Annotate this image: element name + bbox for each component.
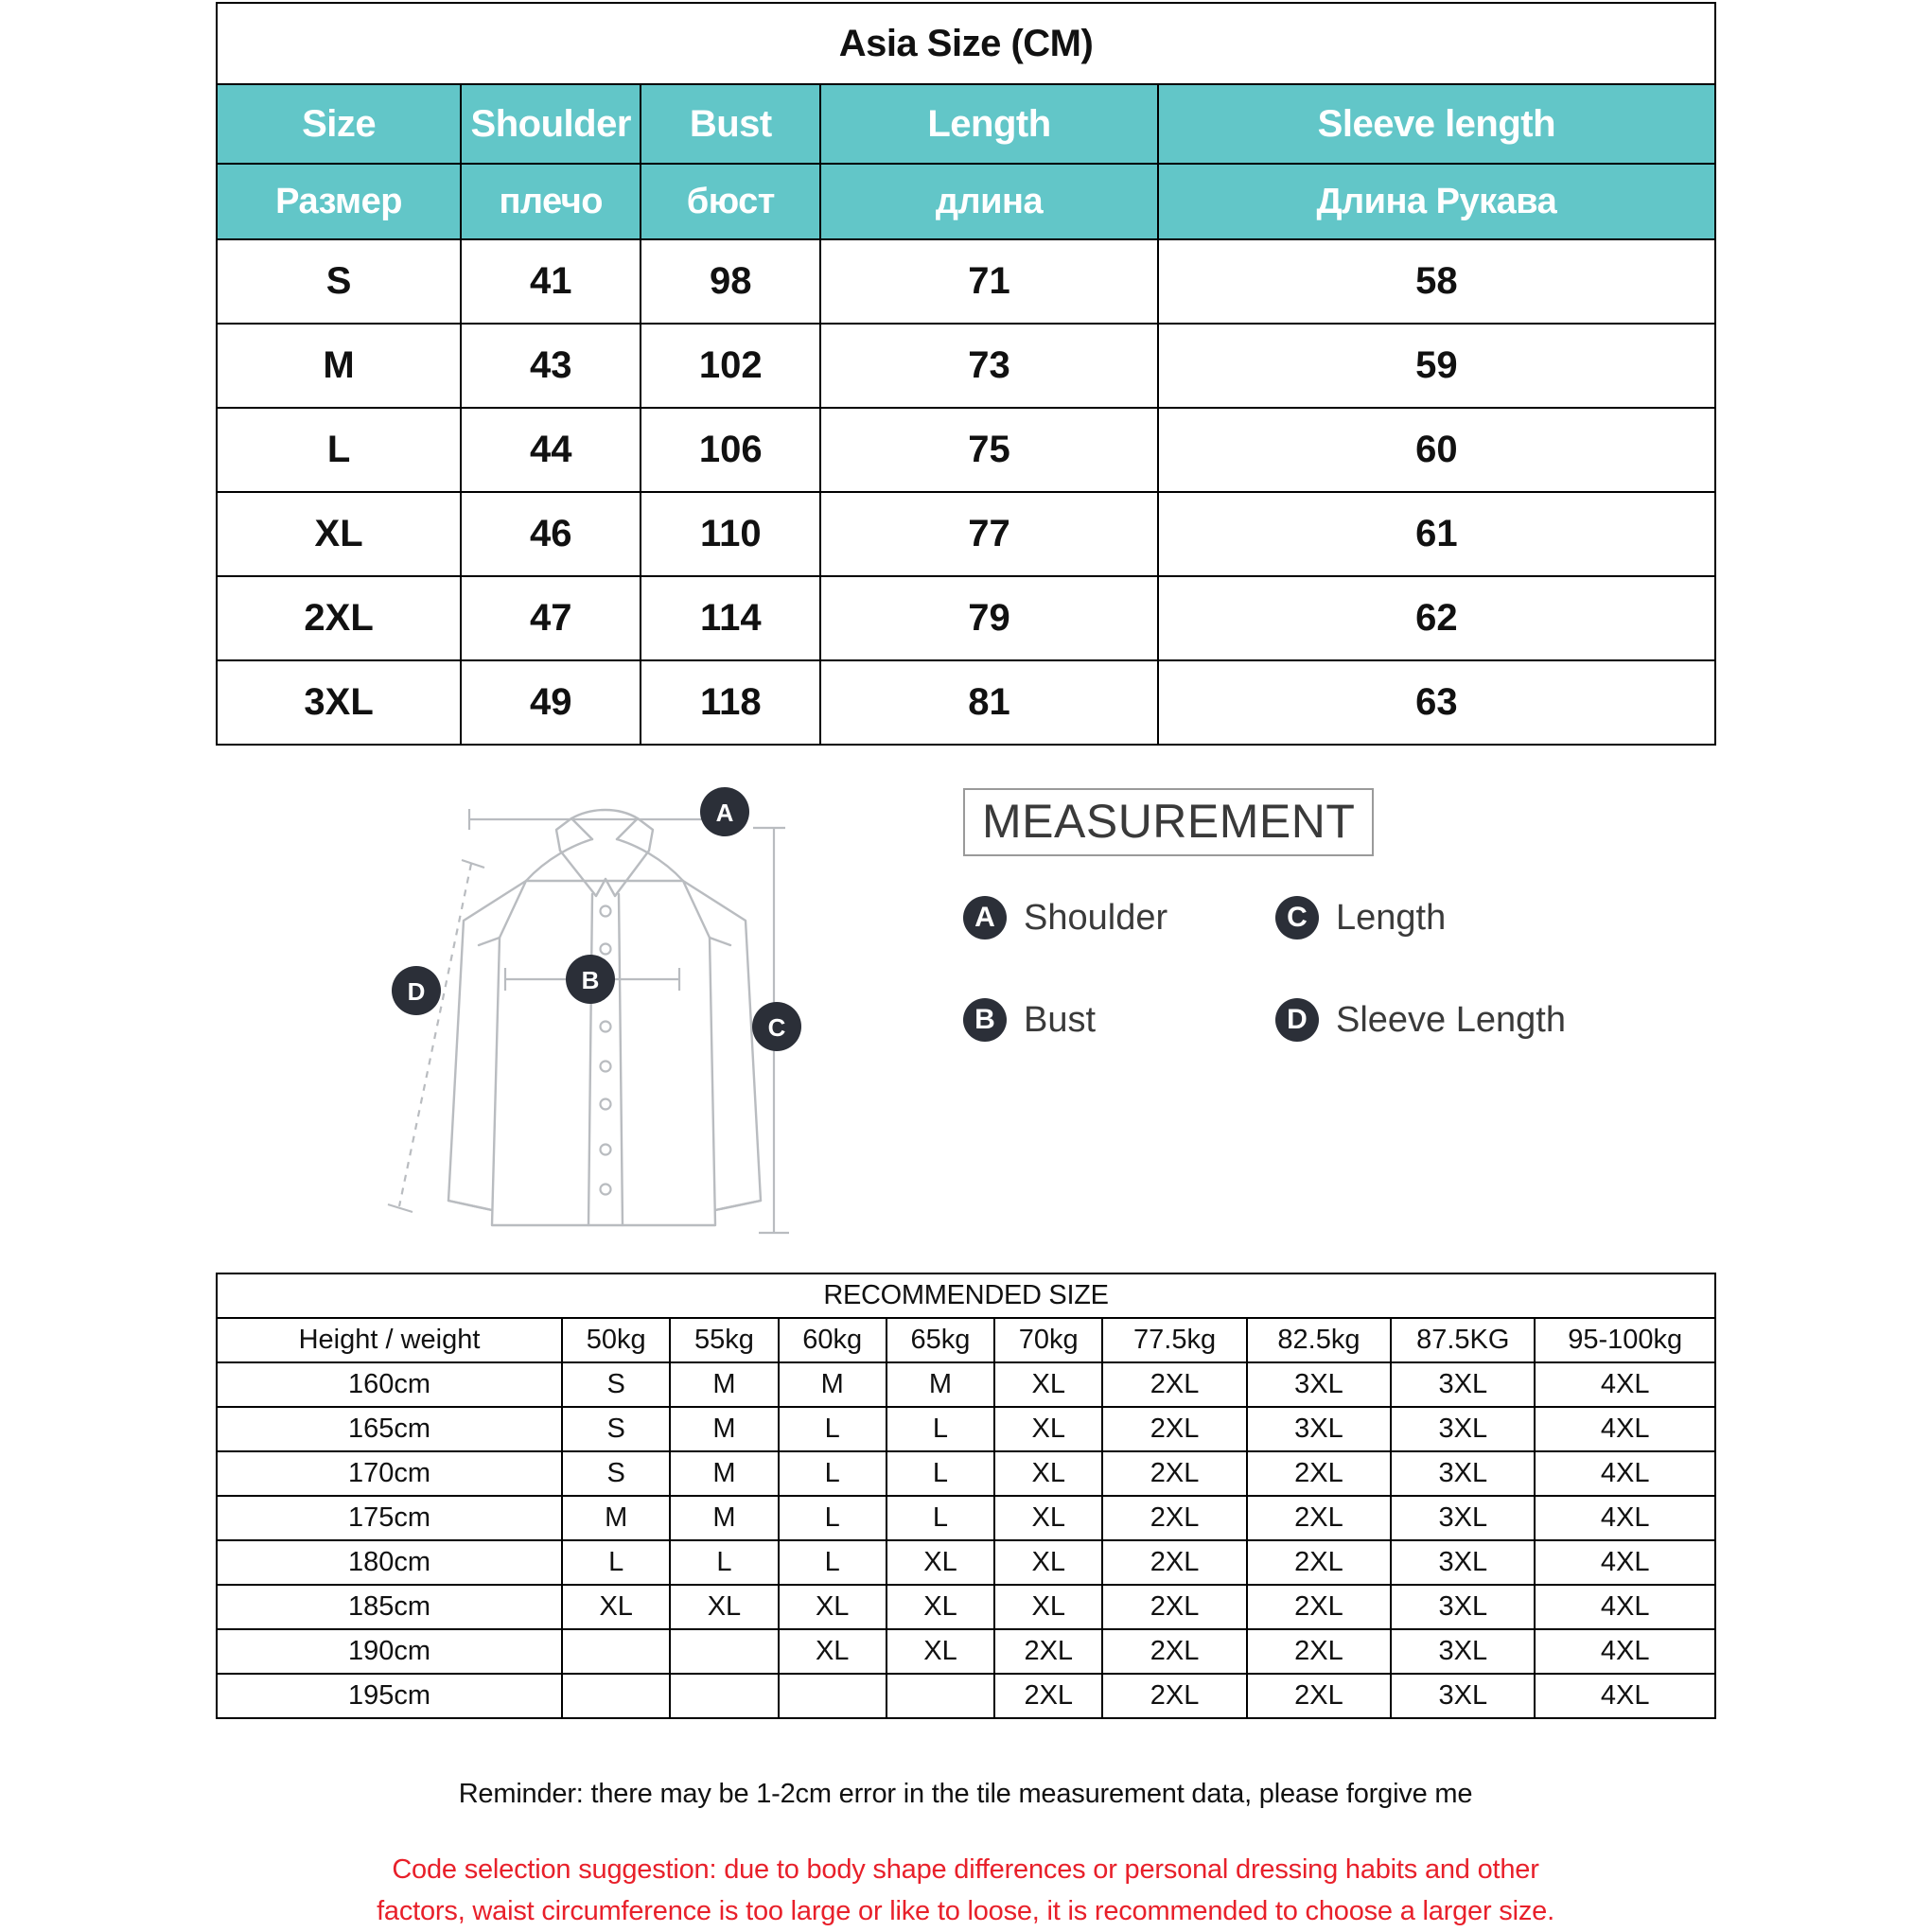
cell-size: XL <box>217 492 461 576</box>
table-row <box>217 660 1715 745</box>
cell-size: 3XL <box>1247 1362 1391 1407</box>
measurement-legend <box>963 788 1663 1042</box>
cell-bust: 118 <box>641 660 820 745</box>
table-row <box>217 1496 1715 1540</box>
header-size-en: Size <box>217 84 461 164</box>
reminder-note: Reminder: there may be 1-2cm error in the tile measurement data, please forgive me <box>0 1779 1931 1810</box>
header-weight-77-5kg: 77.5kg <box>1102 1318 1246 1362</box>
cell-size: 3XL <box>1391 1629 1535 1674</box>
legend-item-length <box>1275 896 1663 940</box>
svg-text:B: B <box>582 966 600 994</box>
cell-sleeve: 61 <box>1158 492 1715 576</box>
cell-size: 2XL <box>1102 1674 1246 1718</box>
header-weight-95-100kg: 95-100kg <box>1535 1318 1715 1362</box>
cell-size: 2XL <box>1102 1362 1246 1407</box>
cell-size: XL <box>779 1629 887 1674</box>
asia-size-table <box>216 2 1716 746</box>
cell-size: L <box>670 1540 778 1585</box>
cell-size: 4XL <box>1535 1540 1715 1585</box>
cell-shoulder: 49 <box>461 660 641 745</box>
cell-size: S <box>562 1407 670 1451</box>
cell-size: 3XL <box>1391 1362 1535 1407</box>
cell-shoulder: 44 <box>461 408 641 492</box>
cell-height: 170cm <box>217 1451 562 1496</box>
cell-size: M <box>670 1407 778 1451</box>
cell-size: 2XL <box>1247 1585 1391 1629</box>
cell-size <box>887 1674 994 1718</box>
badge-c-icon: C <box>1275 896 1319 940</box>
cell-size: 2XL <box>1102 1540 1246 1585</box>
legend-label-shoulder: Shoulder <box>1024 898 1167 939</box>
legend-item-bust <box>963 998 1275 1042</box>
cell-size: L <box>779 1496 887 1540</box>
cell-bust: 106 <box>641 408 820 492</box>
svg-text:D: D <box>408 977 426 1006</box>
cell-sleeve: 59 <box>1158 324 1715 408</box>
table-row <box>217 1540 1715 1585</box>
header-weight-55kg: 55kg <box>670 1318 778 1362</box>
measurement-title-box <box>963 788 1374 856</box>
cell-size: 2XL <box>1102 1451 1246 1496</box>
legend-label-length: Length <box>1336 898 1446 939</box>
suggestion-note <box>0 1850 1931 1932</box>
recommended-size-table <box>216 1273 1716 1719</box>
measurement-diagram-area <box>216 752 1716 1268</box>
cell-size: M <box>670 1362 778 1407</box>
cell-size: 3XL <box>217 660 461 745</box>
header-weight-87-5kg: 87.5KG <box>1391 1318 1535 1362</box>
header-sleeve-en: Sleeve length <box>1158 84 1715 164</box>
badge-a-icon: A <box>963 896 1007 940</box>
cell-size: 3XL <box>1391 1451 1535 1496</box>
cell-size: S <box>217 239 461 324</box>
cell-size: 2XL <box>1102 1496 1246 1540</box>
cell-size: 3XL <box>1391 1540 1535 1585</box>
cell-size: 3XL <box>1391 1585 1535 1629</box>
cell-size: M <box>887 1362 994 1407</box>
cell-size: XL <box>887 1540 994 1585</box>
table-row <box>217 324 1715 408</box>
asia-table-header-ru <box>217 164 1715 239</box>
cell-shoulder: 46 <box>461 492 641 576</box>
header-height-weight: Height / weight <box>217 1318 562 1362</box>
cell-length: 71 <box>820 239 1157 324</box>
cell-size: 3XL <box>1391 1407 1535 1451</box>
cell-height: 160cm <box>217 1362 562 1407</box>
cell-size: XL <box>994 1585 1102 1629</box>
cell-height: 175cm <box>217 1496 562 1540</box>
cell-size: 3XL <box>1391 1496 1535 1540</box>
measurement-legend-grid <box>963 896 1663 1042</box>
cell-size: M <box>217 324 461 408</box>
cell-size: XL <box>994 1407 1102 1451</box>
cell-size: 2XL <box>1247 1540 1391 1585</box>
cell-size <box>562 1674 670 1718</box>
cell-size: S <box>562 1362 670 1407</box>
cell-size: XL <box>562 1585 670 1629</box>
cell-size: XL <box>994 1362 1102 1407</box>
cell-bust: 110 <box>641 492 820 576</box>
cell-size: XL <box>994 1540 1102 1585</box>
legend-label-bust: Bust <box>1024 1000 1096 1041</box>
table-row <box>217 492 1715 576</box>
cell-sleeve: 62 <box>1158 576 1715 660</box>
cell-size: 4XL <box>1535 1451 1715 1496</box>
cell-size: 2XL <box>217 576 461 660</box>
cell-length: 77 <box>820 492 1157 576</box>
asia-table-title: Asia Size (CM) <box>217 3 1715 84</box>
header-shoulder-ru: плечо <box>461 164 641 239</box>
legend-label-sleeve-length: Sleeve Length <box>1336 1000 1566 1041</box>
cell-shoulder: 47 <box>461 576 641 660</box>
cell-sleeve: 58 <box>1158 239 1715 324</box>
header-bust-ru: бюст <box>641 164 820 239</box>
header-shoulder-en: Shoulder <box>461 84 641 164</box>
cell-height: 180cm <box>217 1540 562 1585</box>
cell-size: XL <box>887 1629 994 1674</box>
table-row <box>217 408 1715 492</box>
table-row <box>217 1451 1715 1496</box>
header-length-ru: длина <box>820 164 1157 239</box>
cell-size: 4XL <box>1535 1362 1715 1407</box>
cell-length: 73 <box>820 324 1157 408</box>
cell-length: 81 <box>820 660 1157 745</box>
recommended-table-header <box>217 1318 1715 1362</box>
cell-sleeve: 63 <box>1158 660 1715 745</box>
table-row <box>217 239 1715 324</box>
cell-shoulder: 41 <box>461 239 641 324</box>
header-bust-en: Bust <box>641 84 820 164</box>
cell-size: XL <box>994 1496 1102 1540</box>
shirt-diagram-icon <box>358 752 850 1244</box>
cell-size: 4XL <box>1535 1629 1715 1674</box>
cell-size: 2XL <box>1247 1451 1391 1496</box>
cell-size: L <box>217 408 461 492</box>
cell-size <box>670 1629 778 1674</box>
header-weight-60kg: 60kg <box>779 1318 887 1362</box>
cell-size: 2XL <box>1102 1629 1246 1674</box>
table-row <box>217 576 1715 660</box>
table-row <box>217 1362 1715 1407</box>
cell-size: L <box>779 1451 887 1496</box>
cell-size: XL <box>670 1585 778 1629</box>
cell-size: 4XL <box>1535 1407 1715 1451</box>
asia-size-table-container <box>216 2 1716 746</box>
cell-length: 75 <box>820 408 1157 492</box>
cell-length: 79 <box>820 576 1157 660</box>
cell-size: M <box>562 1496 670 1540</box>
cell-size <box>562 1629 670 1674</box>
table-row <box>217 1629 1715 1674</box>
badge-d-icon: D <box>1275 998 1319 1042</box>
cell-size: 3XL <box>1391 1674 1535 1718</box>
asia-table-header-en <box>217 84 1715 164</box>
cell-size: M <box>670 1451 778 1496</box>
cell-size: 3XL <box>1247 1407 1391 1451</box>
header-weight-50kg: 50kg <box>562 1318 670 1362</box>
cell-size: L <box>887 1496 994 1540</box>
cell-shoulder: 43 <box>461 324 641 408</box>
cell-height: 190cm <box>217 1629 562 1674</box>
header-length-en: Length <box>820 84 1157 164</box>
cell-bust: 114 <box>641 576 820 660</box>
cell-size: M <box>670 1496 778 1540</box>
cell-size: L <box>887 1451 994 1496</box>
cell-size: XL <box>887 1585 994 1629</box>
table-row <box>217 1585 1715 1629</box>
cell-size <box>779 1674 887 1718</box>
header-weight-65kg: 65kg <box>887 1318 994 1362</box>
cell-size: 4XL <box>1535 1496 1715 1540</box>
svg-text:A: A <box>716 799 734 827</box>
cell-size <box>670 1674 778 1718</box>
cell-size: XL <box>994 1451 1102 1496</box>
cell-height: 165cm <box>217 1407 562 1451</box>
svg-text:C: C <box>768 1013 786 1042</box>
cell-size: L <box>779 1407 887 1451</box>
table-row <box>217 1407 1715 1451</box>
recommended-table-title-row <box>217 1273 1715 1318</box>
cell-size: M <box>779 1362 887 1407</box>
header-size-ru: Размер <box>217 164 461 239</box>
asia-table-title-row <box>217 3 1715 84</box>
suggestion-note-line2: factors, waist circumference is too large or like to loose, it is recommended to choose a larger size. <box>0 1891 1931 1932</box>
cell-size: L <box>779 1540 887 1585</box>
cell-size: 2XL <box>994 1629 1102 1674</box>
cell-height: 195cm <box>217 1674 562 1718</box>
cell-size: 2XL <box>1102 1407 1246 1451</box>
cell-size: L <box>562 1540 670 1585</box>
cell-sleeve: 60 <box>1158 408 1715 492</box>
cell-size: 2XL <box>994 1674 1102 1718</box>
cell-size: 2XL <box>1247 1629 1391 1674</box>
cell-size: 2XL <box>1247 1674 1391 1718</box>
badge-b-icon: B <box>963 998 1007 1042</box>
header-weight-70kg: 70kg <box>994 1318 1102 1362</box>
cell-size: 4XL <box>1535 1674 1715 1718</box>
cell-size: XL <box>779 1585 887 1629</box>
cell-height: 185cm <box>217 1585 562 1629</box>
recommended-size-table-container <box>216 1273 1716 1719</box>
table-row <box>217 1674 1715 1718</box>
cell-size: 2XL <box>1102 1585 1246 1629</box>
legend-item-shoulder <box>963 896 1275 940</box>
cell-size: 4XL <box>1535 1585 1715 1629</box>
cell-size: L <box>887 1407 994 1451</box>
cell-bust: 98 <box>641 239 820 324</box>
cell-size: S <box>562 1451 670 1496</box>
suggestion-note-line1: Code selection suggestion: due to body shape differences or personal dressing habits and other <box>0 1850 1931 1891</box>
legend-item-sleeve-length <box>1275 998 1663 1042</box>
recommended-table-title: RECOMMENDED SIZE <box>217 1273 1715 1318</box>
cell-size: 2XL <box>1247 1496 1391 1540</box>
cell-bust: 102 <box>641 324 820 408</box>
header-sleeve-ru: Длина Рукава <box>1158 164 1715 239</box>
header-weight-82-5kg: 82.5kg <box>1247 1318 1391 1362</box>
measurement-title: MEASUREMENT <box>982 798 1355 845</box>
